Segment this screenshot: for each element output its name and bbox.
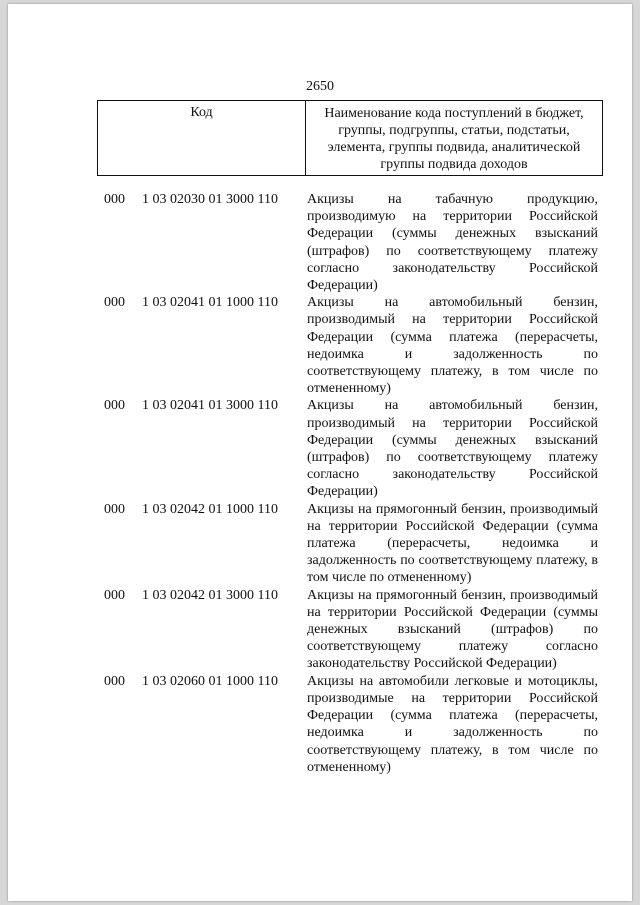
table-row	[104, 397, 598, 500]
table-header	[97, 100, 603, 176]
table-row	[104, 673, 598, 776]
revenue-description: Акцизы на прямогонный бензин, производимый на территории Российской Федерации (сумма платежа (перерасчеты, недоимка и задолженность по соответствующему платежу, в том числе по отмененному)	[307, 501, 598, 586]
table-row	[104, 294, 598, 397]
admin-code: 000	[104, 295, 125, 311]
revenue-description: Акцизы на автомобильный бензин, производимый на территории Российской Федерации (суммы денежных взысканий (штрафов) по соответствующему платежу согласно законодательству Российской Федерации)	[307, 398, 598, 500]
revenue-description: Акцизы на табачную продукцию, производимую на территории Российской Федерации (суммы денежных взысканий (штрафов) по соответствующему платежу согласно законодательству Российской Федерации)	[307, 192, 598, 294]
revenue-description: Акцизы на автомобильный бензин, производимый на территории Российской Федерации (сумма платежа (перерасчеты, недоимка и задолженность по соответствующему платежу, в том числе по отмененному)	[307, 295, 598, 397]
revenue-code: 1 03 02041 01 1000 110	[142, 295, 278, 311]
header-name-cell: Наименование кода поступлений в бюджет, группы, подгруппы, статьи, подстатьи, элемента, группы подвида, аналитической группы подвида доходов	[324, 106, 584, 172]
admin-code: 000	[104, 192, 125, 207]
table-row	[104, 587, 598, 673]
revenue-code: 1 03 02041 01 3000 110	[142, 398, 278, 414]
table-row	[104, 191, 598, 294]
page-number: 2650	[306, 79, 334, 94]
admin-code: 000	[104, 587, 125, 603]
admin-code: 000	[104, 398, 125, 414]
document-page	[8, 4, 632, 901]
revenue-code: 1 03 02030 01 3000 110	[142, 192, 278, 207]
revenue-code: 1 03 02042 01 3000 110	[142, 587, 278, 603]
admin-code: 000	[104, 501, 125, 517]
header-code-cell: Код	[98, 101, 306, 175]
table-row	[104, 501, 598, 587]
table-body	[104, 191, 598, 776]
revenue-code: 1 03 02042 01 1000 110	[142, 501, 278, 517]
revenue-description: Акцизы на прямогонный бензин, производимый на территории Российской Федерации (суммы денежных взысканий (штрафов) по соответствующему платежу согласно законодательству Российской Федерации)	[307, 587, 598, 672]
admin-code: 000	[104, 673, 125, 689]
revenue-description: Акцизы на автомобили легковые и мотоциклы, производимые на территории Российской Федерации (сумма платежа (перерасчеты, недоимка и задолженность по соответствующему платежу, в том числе по отмененному)	[307, 673, 598, 775]
revenue-code: 1 03 02060 01 1000 110	[142, 673, 278, 689]
